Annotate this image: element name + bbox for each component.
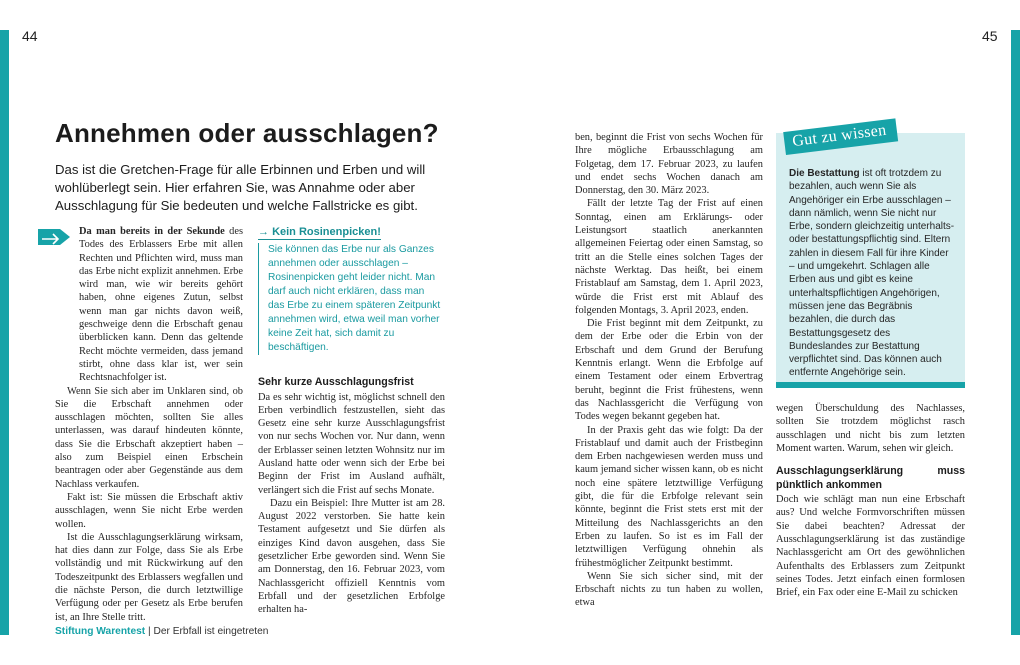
footer [55, 626, 268, 637]
info-box-text [789, 167, 956, 380]
col2-paragraph-2: Dazu ein Beispiel: Ihre Mutter ist am 28. August 2022 verstorben. Sie hatte kein Testament aufgesetzt und Sie dürfen als einziges Kind davon ausgehen, dass Sie gesetzlicher Erbe geworden sind. Wenn Sie am Donnerstag, den 16. Februar 2023, vom Nachlassgericht offiziell Kenntnis vom Erbfall und der gesetzlichen Erbfolge erhalten ha- [258, 497, 445, 616]
footer-title: Der Erbfall ist eingetreten [153, 626, 269, 637]
column-4 [776, 402, 965, 600]
tip-title [258, 226, 381, 240]
tip-box [258, 222, 443, 355]
col2-heading: Sehr kurze Ausschlagungsfrist [258, 376, 414, 388]
tip-title-text: Kein Rosinenpicken! [272, 226, 381, 238]
column-1 [55, 225, 243, 624]
col3-paragraph-3: Die Frist beginnt mit dem Zeitpunkt, zu dem der Erbe oder die Erbin von der Erbschaft und dem Grund der Berufung Kenntnis erlangt. Wenn die Erbfolge auf einem Testament oder einem Erbvertrag beruht, beginnt die Frist frühestens, wenn das Nachlassgericht die Verfügung von Todes wegen bekannt gegeben hat. [575, 318, 763, 423]
col1-paragraph-2: Wenn Sie sich aber im Unklaren sind, ob Sie die Erbschaft annehmen oder ausschlagen möchten, sollten Sie alles unterlassen, was darauf hindeuten könnte, dass Sie die Erbschaft akzeptiert haben – also zum Beispiel einen Erbschein beantragen oder aber Gegenstände aus dem Nachlass verkaufen. [55, 385, 243, 490]
intro-text: Das ist die Gretchen-Frage für alle Erbinnen und Erben und will wohlüberlegt sein. Hier erfahren Sie, was Annahme oder aber Ausschlagung für Sie bedeuten und welche Fallstricke es gibt. [55, 162, 426, 213]
footer-brand: Stiftung Warentest [55, 626, 146, 637]
col3-paragraph-5: Wenn Sie sich sicher sind, mit der Erbschaft nichts zu tun haben zu wollen, etwa [575, 570, 763, 609]
col3-paragraph-2: Fällt der letzte Tag der Frist auf einen Sonntag, einen am Erklärungs- oder Leistungsort staatlich anerkannten allgemeinen Feiertag oder einen Samstag, so tritt an die Stelle eines solchen Tages der nächste Werktag. Das heißt, bei einem Fristablauf am Samstag, dem 1. April 2023, würde die Frist erst mit Ablauf des folgenden Montags, 3. April 2023, enden. [575, 198, 763, 316]
col4-paragraph-1: wegen Überschuldung des Nachlasses, sollten Sie trotzdem möglichst rasch ausschlagen und nicht bis zum letzten Moment warten. Warum, sehen wir gleich. [776, 403, 965, 454]
page-number-right: 45 [982, 28, 998, 44]
arrow-right-icon: → [258, 226, 273, 238]
col1-paragraph-4: Ist die Ausschlagungserklärung wirksam, hat dies dann zur Folge, dass Sie als Erbe vollständig und mit Rückwirkung auf den Todeszeitpunkt des Erblassers wegfallen und die nächste Person, die durch letztwillige Verfügung oder per Gesetz als Erbe berufen ist, an Ihre Stelle tritt. [55, 531, 243, 623]
col3-paragraph-4: In der Praxis geht das wie folgt: Da der Fristablauf und damit auch der Fristbeginn dem Erben nachgewiesen werden muss und kaum jemand sicher wissen kann, ob es nicht noch eine spätere letztwillige Verfügung gibt, die für die Erbfolge relevant sein könnte, beginnt die Frist stets erst mit der Mitteilung des Nachlassgerichts an den Erben zu laufen. So ist es im Fall der letztwilligen Verfügung ohnehin als frühestmöglicher Zeitpunkt bestimmt. [575, 424, 763, 569]
column-3 [575, 131, 763, 610]
col1-paragraph-3: Fakt ist: Sie müssen die Erbschaft aktiv ausschlagen, wenn Sie nicht Erbe werden wollen. [55, 491, 243, 530]
left-edge-bar [0, 30, 9, 635]
info-box-bottom-bar [776, 382, 965, 388]
info-box-bold: Die Bestattung [789, 168, 860, 179]
col1-lead-bold: Da man bereits in der Sekunde [79, 226, 225, 237]
col3-paragraph-1: ben, beginnt die Frist von sechs Wochen für Ihre mögliche Erbausschlagung am Folgetag, dem 17. Februar 2023, zu laufen und endet sechs Wochen danach am Donnerstag, den 30. März 2023. [575, 132, 763, 197]
page-number-left: 44 [22, 28, 38, 44]
footer-separator: | [145, 626, 154, 637]
col1-paragraph-1 [55, 225, 243, 385]
col2-paragraph-1: Da es sehr wichtig ist, möglichst schnell den Erben verbindlich festzustellen, sieht das Gesetz eine sehr kurze Ausschlagungsfrist von nur sechs Wochen vor. Nur dann, wenn der Erblasser seinen letzten Wohnsitz nur im Ausland hatte oder wenn sich der Erbe bei Beginn der Frist im Ausland aufhält, verlängert sich die Frist auf sechs Monate. [258, 391, 445, 496]
right-edge-bar [1011, 30, 1020, 635]
col4-paragraph-2: Doch wie schlägt man nun eine Erbschaft aus? Und welche Formvorschriften müssen Sie dabei beachten? Adressat der Ausschlagungserklärung ist das zuständige Nachlassgericht am Ort des gewöhnlichen Aufenthalts des Erblassers zum Zeitpunkt seines Todes. Jetzt einfach einen formlosen Brief, ein Fax oder eine E-Mail zu schicken [776, 494, 965, 599]
info-box-badge: Gut zu wissen [783, 118, 898, 155]
col4-heading: Ausschlagungserklärung muss pünktlich ankommen [776, 465, 965, 491]
info-box-body: ist oft trotzdem zu bezahlen, auch wenn Sie als Angehöriger ein Erbe ausschlagen – dann nämlich, wenn Sie nicht nur Erbe, sondern gleichzeitig unterhalts- oder bestattungspflichtig sind. Eltern zahlen in diesem Fall für ihre Kinder – und umgekehrt. Schlagen alle Erben aus und gibt es keine unterhaltspflichtigen Angehörigen, müssen jene das Begräbnis bezahlen, die durch das Bestattungsgesetz des Bundeslandes zur Bestattung verpflichtet sind. Das können auch entfernte Angehörige sein. [789, 168, 955, 379]
tip-text: Sie können das Erbe nur als Ganzes annehmen oder ausschlagen – Rosinenpicken geht leider nicht. Man darf auch nicht erklären, dass man das Erbe zu einem späteren Zeitpunkt annehmen wird, etwa weil man vorher keine Zeit hat, sich damit zu beschäftigen. [258, 243, 443, 355]
col1-lead-rest: des Todes des Erblassers Erbe mit allen Rechten und Pflichten wird, muss man das Erbe nicht explizit annehmen. Erbe wird man, wie wir bereits gehört haben, ohne eigenes Zutun, selbst wenn man gar nichts davon weiß, geschweige denn die Erbschaft genau überblicken kann. Denn das geltende Recht möchte vermeiden, dass jemand stirbt, ohne dass klar ist, wer sein Rechtsnachfolger ist. [79, 226, 244, 384]
chapter-heading: Annehmen oder ausschlagen? [55, 118, 439, 148]
column-2 [258, 376, 445, 617]
